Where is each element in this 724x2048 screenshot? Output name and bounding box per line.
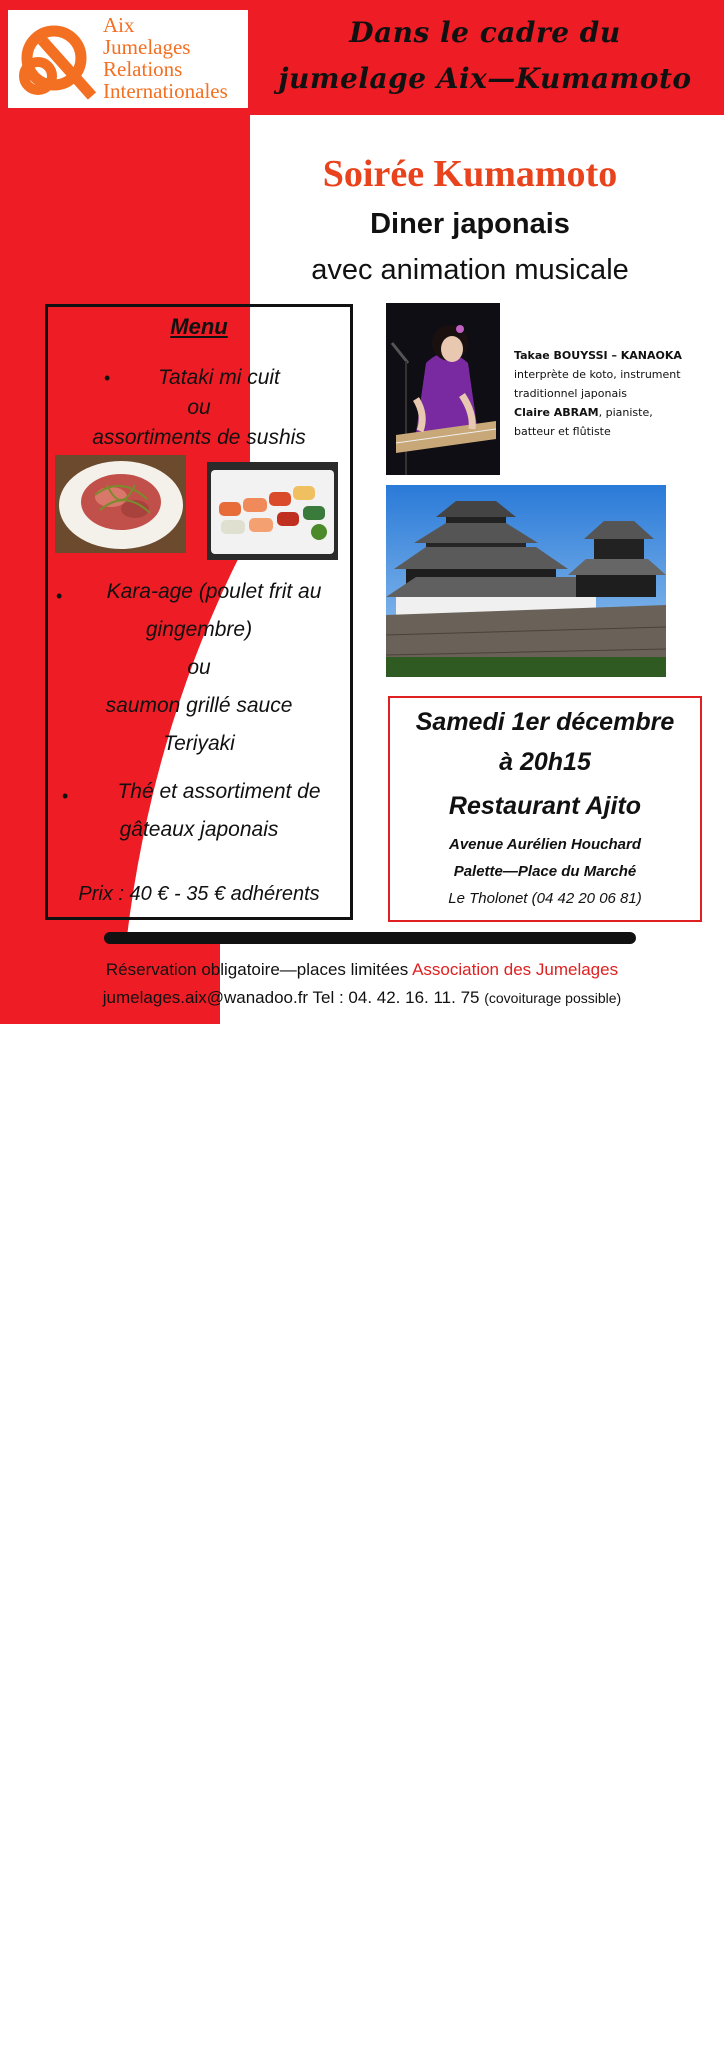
subtitle-dinner: Diner japonais [370, 208, 570, 240]
menu-item-sushi: assortiments de sushis [92, 426, 306, 449]
menu-item-karaage: Kara-age (poulet frit au [106, 580, 322, 603]
musician-1-desc-a: interprète de koto, instrument [514, 368, 681, 381]
carpool-note: (covoiturage possible) [484, 990, 622, 1006]
menu-item-karaage-cont: gingembre) [145, 618, 253, 641]
divider-bar [104, 932, 636, 944]
footer-contact-line [0, 988, 724, 1008]
bullet-icon: • [56, 586, 63, 606]
menu-price: Prix : 40 € - 35 € adhérents [78, 883, 320, 905]
menu-item-tataki: Tataki mi cuit [158, 366, 280, 389]
event-address-2: Palette—Place du Marché [453, 863, 637, 880]
menu-item-saumon: saumon grillé sauce [105, 694, 293, 717]
logo-line-1: Aix [103, 13, 135, 37]
menu-item-saumon-cont: Teriyaki [163, 732, 235, 755]
logo-text [103, 14, 248, 102]
association-name: Association des Jumelages [412, 960, 619, 979]
menu-or-1: ou [187, 396, 211, 419]
event-place: Restaurant Ajito [448, 792, 642, 820]
musician-2-name: Claire ABRAM [514, 406, 599, 419]
menu-title: Menu [170, 314, 228, 339]
association-logo [8, 10, 248, 108]
tataki-photo [55, 455, 186, 553]
kumamoto-castle-photo [386, 485, 666, 677]
contact-email[interactable]: jumelages.aix@wanadoo.fr [102, 988, 309, 1007]
event-title: Soirée Kumamoto [322, 153, 618, 195]
reservation-text: Réservation obligatoire—places limitées [105, 960, 409, 979]
footer-red-corner [0, 940, 220, 1024]
event-date: Samedi 1er décembre [415, 708, 675, 736]
logo-symbol-icon [14, 18, 102, 102]
sushi-photo [207, 462, 338, 560]
musician-1-desc-b: traditionnel japonais [514, 387, 627, 400]
footer-reservation-line [0, 960, 724, 980]
header-line-1: Dans le cadre du [349, 16, 621, 49]
bullet-icon: • [104, 368, 111, 388]
event-address-1: Avenue Aurélien Houchard [449, 836, 641, 853]
logo-line-4: Internationales [103, 79, 228, 103]
menu-or-2: ou [187, 656, 211, 679]
musician-2-desc-a: , pianiste, [598, 406, 653, 419]
musician-1-name: Takae BOUYSSI – KANAOKA [514, 349, 682, 362]
musicians-caption [514, 346, 719, 441]
koto-player-photo [386, 303, 500, 475]
bullet-icon: • [62, 786, 69, 806]
header-line-2: jumelage Aix—Kumamoto [278, 62, 692, 95]
menu-item-the-cont: gâteaux japonais [119, 818, 279, 841]
logo-line-3: Relations [103, 57, 183, 81]
event-address-3: Le Tholonet (04 42 20 06 81) [448, 890, 642, 907]
contact-phone: Tel : 04. 42. 16. 11. 75 [312, 988, 480, 1007]
menu-item-the: Thé et assortiment de [117, 780, 321, 803]
musician-2-desc-b: batteur et flûtiste [514, 425, 611, 438]
subtitle-music: avec animation musicale [311, 254, 629, 286]
event-time: à 20h15 [499, 748, 591, 776]
logo-line-2: Jumelages [103, 35, 191, 59]
